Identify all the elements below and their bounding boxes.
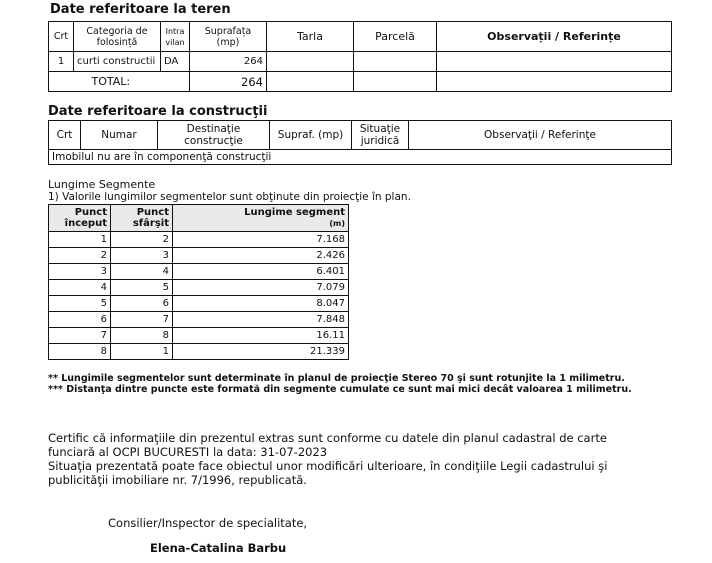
no-constructions-note: Imobilul nu are în componenţă construcţii <box>49 150 672 165</box>
segments-title: Lungime Segmente <box>48 178 156 191</box>
col-length: Lungime segment <box>244 207 345 218</box>
cell-area: 264 <box>190 52 267 72</box>
land-section-title: Date referitoare la teren <box>50 2 231 17</box>
total-row <box>49 72 672 92</box>
col-length-unit: (m) <box>329 219 345 228</box>
table-row <box>49 52 672 72</box>
col-end: Punct sfârşit <box>111 205 173 232</box>
total-label: TOTAL: <box>74 72 190 92</box>
signature-role: Consilier/Inspector de specialitate, <box>108 516 308 530</box>
table-row <box>49 232 349 248</box>
certification-line-4: publicităţii imobiliare nr. 7/1996, republicată. <box>48 473 307 487</box>
cell-length: 16.11 <box>173 328 349 344</box>
certification-line-1: Certific că informaţiile din prezentul extras sunt conforme cu datele din planul cadastral de carte <box>48 431 607 445</box>
cell-start: 3 <box>49 264 111 280</box>
col-intravilan: Intra vilan <box>161 22 190 52</box>
cell-category: curti constructii <box>74 52 161 72</box>
cell-length: 8.047 <box>173 296 349 312</box>
segments-table <box>48 204 349 360</box>
segments-subtitle: 1) Valorile lungimilor segmentelor sunt obţinute din proiecţie în plan. <box>48 191 411 203</box>
col-numar: Numar <box>81 121 158 150</box>
cell-length: 21.339 <box>173 344 349 360</box>
certification-line-2: funciară al OCPI BUCURESTI la data: 31-07-2023 <box>48 445 328 459</box>
cell-start: 6 <box>49 312 111 328</box>
cell-start: 1 <box>49 232 111 248</box>
cell-end: 8 <box>111 328 173 344</box>
cell-end: 3 <box>111 248 173 264</box>
cell-length: 6.401 <box>173 264 349 280</box>
col-observations: Observaţii / Referinţe <box>409 121 672 150</box>
cell-end: 6 <box>111 296 173 312</box>
col-crt: Crt <box>49 121 81 150</box>
cell-end: 7 <box>111 312 173 328</box>
cell-crt: 1 <box>49 52 74 72</box>
col-start: Punct început <box>49 205 111 232</box>
certification-line-3: Situaţia prezentată poate face obiectul unor modificări ulterioare, în condiţiile Legii cadastrului şi <box>48 459 608 473</box>
signature-name: Elena-Catalina Barbu <box>150 541 287 555</box>
table-row <box>49 248 349 264</box>
constructions-table <box>48 120 672 165</box>
table-row <box>49 328 349 344</box>
cell-observations <box>437 52 672 72</box>
cell-length: 2.426 <box>173 248 349 264</box>
table-row <box>49 280 349 296</box>
segments-note-1: ** Lungimile segmentelor sunt determinate în planul de proiecţie Stereo 70 şi sunt rotunjite la 1 milimetru. <box>48 373 625 384</box>
col-destination: Destinaţie construcţie <box>158 121 270 150</box>
cell-end: 4 <box>111 264 173 280</box>
col-observations: Observații / Referințe <box>437 22 672 52</box>
cell-intravilan: DA <box>161 52 190 72</box>
cell-start: 8 <box>49 344 111 360</box>
col-surface: Supraf. (mp) <box>270 121 352 150</box>
cell-start: 5 <box>49 296 111 312</box>
cell-start: 2 <box>49 248 111 264</box>
col-area: Suprafața (mp) <box>190 22 267 52</box>
col-category: Categoria de folosință <box>74 22 161 52</box>
cell-length: 7.168 <box>173 232 349 248</box>
col-legal-status: Situaţie juridică <box>352 121 409 150</box>
cell-length: 7.079 <box>173 280 349 296</box>
cell-end: 5 <box>111 280 173 296</box>
cell-length: 7.848 <box>173 312 349 328</box>
cell-parcela <box>354 52 437 72</box>
constructions-section-title: Date referitoare la construcţii <box>48 104 268 119</box>
total-value: 264 <box>190 72 267 92</box>
land-table <box>48 21 672 92</box>
table-row <box>49 264 349 280</box>
table-row <box>49 344 349 360</box>
col-parcela: Parcelă <box>354 22 437 52</box>
cell-start: 7 <box>49 328 111 344</box>
table-row <box>49 312 349 328</box>
col-tarla: Tarla <box>267 22 354 52</box>
table-row <box>49 296 349 312</box>
col-crt: Crt <box>49 22 74 52</box>
cell-start: 4 <box>49 280 111 296</box>
segments-note-2: *** Distanţa dintre puncte este formată din segmente cumulate ce sunt mai mici decât valoarea 1 milimetru. <box>48 384 632 395</box>
cell-end: 2 <box>111 232 173 248</box>
cell-end: 1 <box>111 344 173 360</box>
cell-tarla <box>267 52 354 72</box>
